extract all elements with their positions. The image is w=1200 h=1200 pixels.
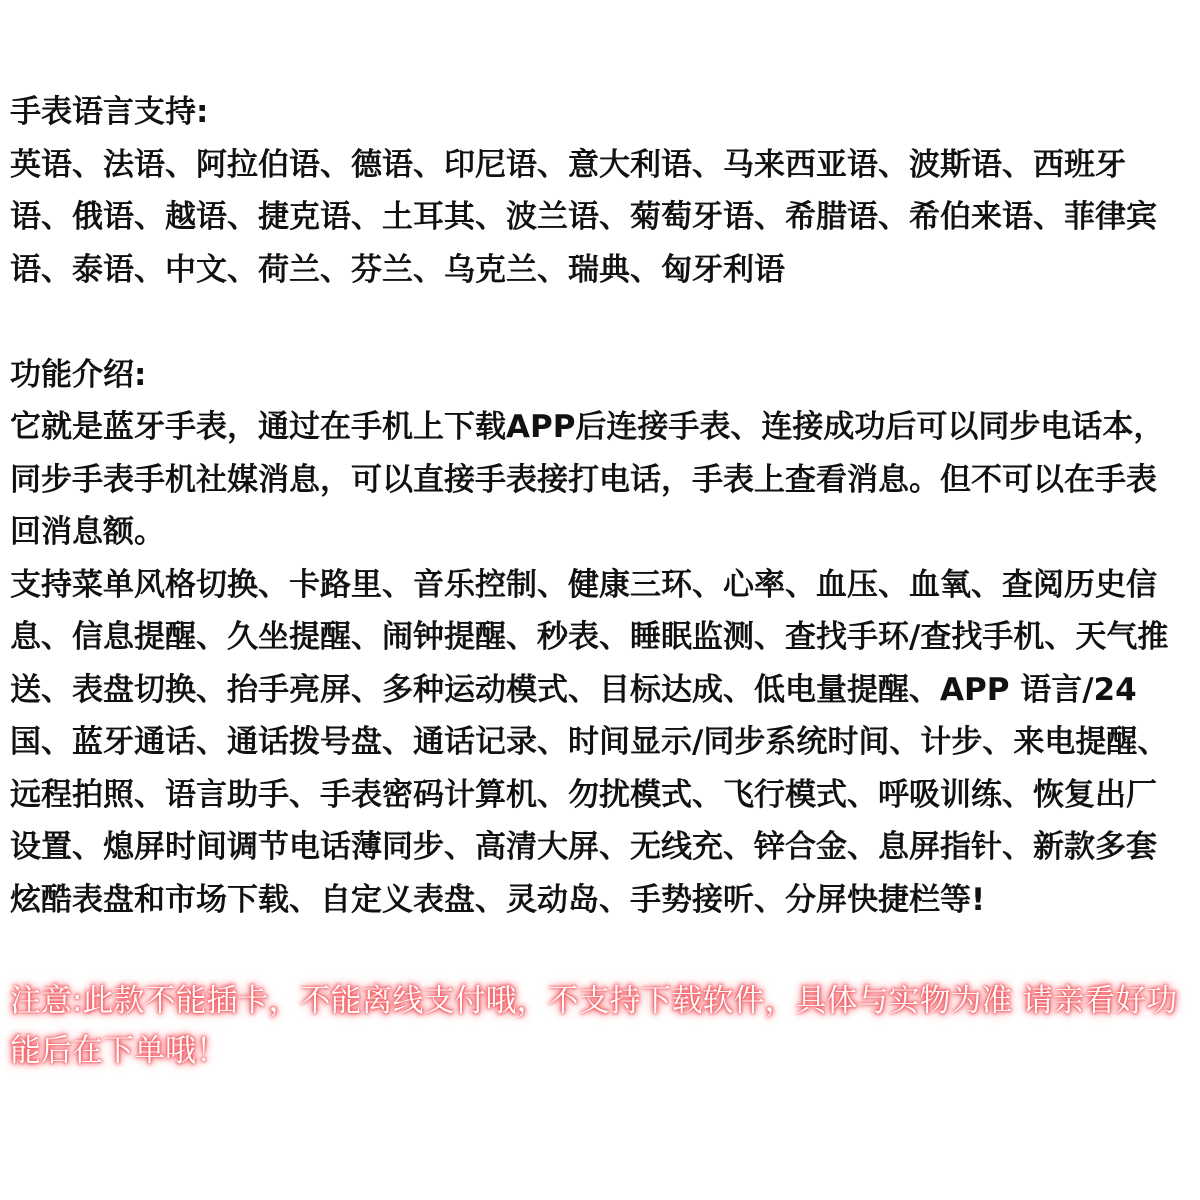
languages-heading: 手表语言支持: [10,94,209,130]
section-spacer [10,296,1182,349]
product-description [10,86,1182,1076]
languages-list: 英语、法语、阿拉伯语、德语、印尼语、意大利语、马来西亚语、波斯语、西班牙语、俄语、越语、捷克语、土耳其、波兰语、菊萄牙语、希腊语、希伯来语、菲律宾语、泰语、中文、荷兰、芬兰、乌克兰、瑞典、匈牙利语 [10,146,1157,288]
features-intro: 它就是蓝牙手表，通过在手机上下载APP后连接手表、连接成功后可以同步电话本，同步手表手机社媒消息，可以直接手表接打电话，手表上查看消息。但不可以在手表回消息额。 [10,409,1165,550]
features-heading: 功能介绍: [10,356,147,393]
section-spacer [10,926,1182,976]
notice-text: 注意:此款不能插卡，不能离线支付哦，不支持下载软件，具体与实物为准 请亲看好功能后在下单哦！ [10,983,1178,1069]
features-list: 支持菜单风格切换、卡路里、音乐控制、健康三环、心率、血压、血氧、查阅历史信息、信息提醒、久坐提醒、闹钟提醒、秒表、睡眠监测、查找手环/查找手机、天气推送、表盘切换、抬手亮屏、多种运动模式、目标达成、低电量提醒、APP 语言/24国、蓝牙通话、通话拨号盘、通话记录、时间显示/同步系统时间、计步、来电提醒、远程拍照、语言助手、手表密码计算机、勿扰模式、飞行模式、呼吸训练、恢复出厂设置、熄屏时间调节电话薄同步、高清大屏、无线充、锌合金、息屏指针、新款多套炫酷表盘和市场下载、自定义表盘、灵动岛、手势接听、分屏快捷栏等! [10,566,1169,918]
